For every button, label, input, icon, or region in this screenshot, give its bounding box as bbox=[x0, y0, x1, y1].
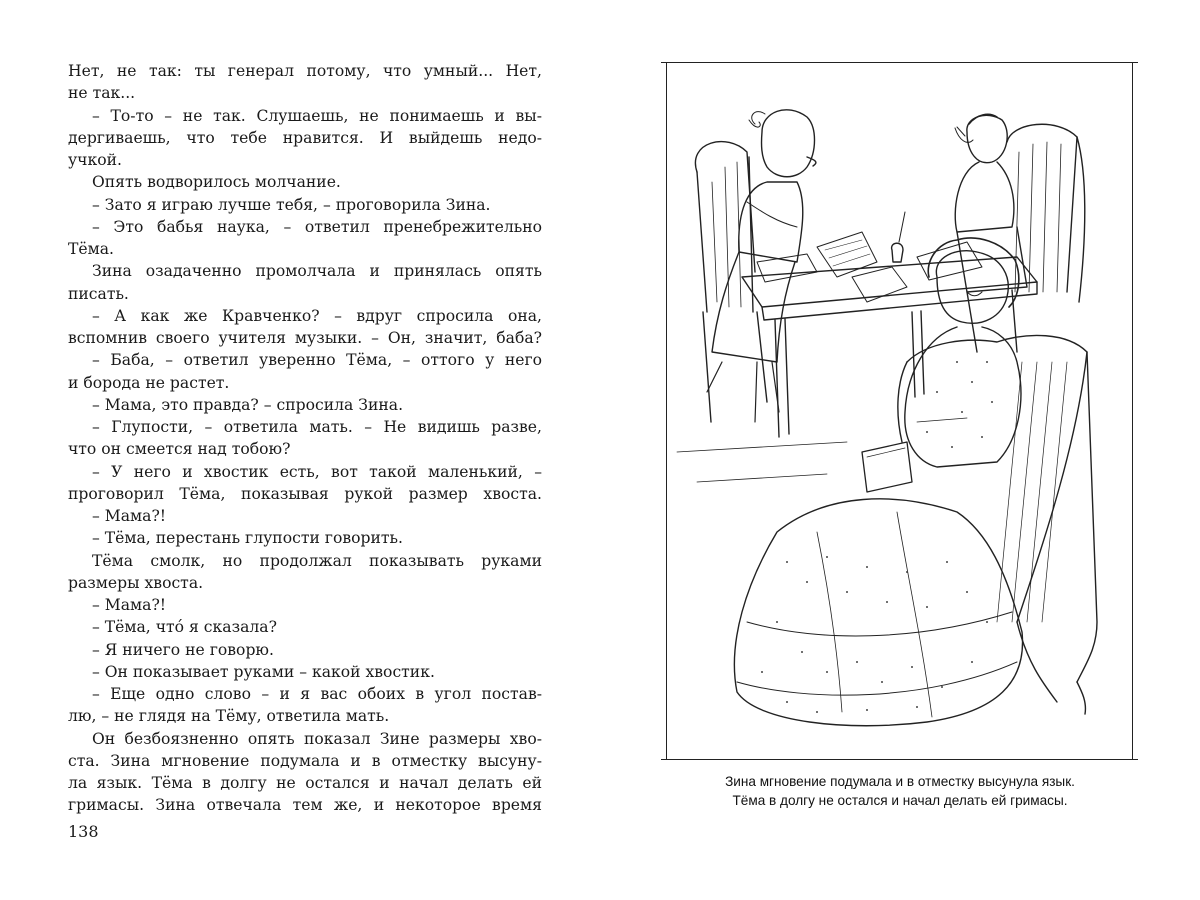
text-line: не так... bbox=[68, 84, 136, 103]
body-text bbox=[68, 60, 542, 817]
text-line: – Я ничего не говорю. bbox=[92, 640, 274, 659]
text-line: ста. Зина мгновение подумала и в отместку высуну- bbox=[68, 751, 542, 770]
illustration-caption bbox=[640, 772, 1160, 810]
text-line: – Мама?! bbox=[92, 596, 167, 614]
mother-figure bbox=[734, 238, 1022, 726]
text-line: Тёма. bbox=[68, 240, 115, 258]
caption-line-1: Зина мгновение подумала и в отместку высунула язык. bbox=[725, 774, 1075, 789]
left-page bbox=[68, 60, 542, 817]
text-line: – Это бабья наука, – ответил пренебрежительно bbox=[92, 217, 542, 236]
text-line: ла язык. Тёма в долгу не остался и начал делать ей bbox=[68, 774, 542, 792]
text-line: учкой. bbox=[68, 151, 122, 169]
text-line: гримасы. Зина отвечала тем же, и некоторое время bbox=[68, 796, 542, 815]
text-line: проговорил Тёма, показывая рукой размер хвоста. bbox=[68, 484, 542, 503]
text-line: – У него и хвостик есть, вот такой маленький, – bbox=[92, 462, 542, 481]
armchair bbox=[898, 335, 1097, 714]
text-line: Нет, не так: ты генерал потому, что умный... Нет, bbox=[68, 62, 542, 80]
text-line: Тёма смолк, но продолжал показывать руками bbox=[92, 551, 542, 570]
text-line: – Он показывает руками – какой хвостик. bbox=[92, 662, 435, 681]
caption-line-2: Тёма в долгу не остался и начал делать ей гримасы. bbox=[732, 793, 1068, 808]
text-line: – Глупости, – ответила мать. – Не видишь разве, bbox=[92, 418, 542, 436]
dress-dots bbox=[761, 361, 993, 713]
text-line: – Мама?! bbox=[92, 507, 167, 525]
text-line: – Тёма, перестань глупости говорить. bbox=[92, 529, 403, 548]
text-line: дергиваешь, что тебе нравится. И выйдешь недо- bbox=[68, 128, 542, 147]
floor-lines bbox=[677, 418, 967, 482]
page-number: 138 bbox=[68, 822, 99, 841]
text-line: Опять водворилось молчание. bbox=[92, 173, 341, 192]
illustration-frame bbox=[666, 62, 1133, 760]
illustration-drawing bbox=[667, 62, 1132, 760]
text-line: – Баба, – ответил уверенно Тёма, – оттого у него bbox=[92, 351, 542, 370]
text-line: лю, – не глядя на Тёму, ответила мать. bbox=[68, 707, 390, 726]
text-line: писать. bbox=[68, 284, 129, 303]
text-line: – Тёма, что́ я сказала? bbox=[92, 618, 277, 637]
zina-figure bbox=[707, 110, 816, 422]
text-line: что он смеется над тобою? bbox=[68, 440, 291, 459]
text-line: размеры хвоста. bbox=[68, 573, 204, 592]
text-line: – То-то – не так. Слушаешь, не понимаешь и вы- bbox=[92, 106, 542, 125]
text-line: – Еще одно слово – и я вас обоих в угол постав- bbox=[92, 685, 542, 703]
text-line: и борода не растет. bbox=[68, 373, 230, 392]
text-line: – Зато я играю лучше тебя, – проговорила Зина. bbox=[92, 195, 491, 214]
text-line: Зина озадаченно промолчала и принялась опять bbox=[92, 262, 542, 281]
text-line: – Мама, это правда? – спросила Зина. bbox=[92, 395, 404, 414]
text-line: Он безбоязненно опять показал Зине размеры хво- bbox=[92, 729, 542, 748]
text-line: – А как же Кравченко? – вдруг спросила она, bbox=[92, 306, 542, 325]
text-line: вспомнив своего учителя музыки. – Он, значит, баба? bbox=[68, 329, 542, 347]
tema-figure bbox=[955, 114, 1027, 352]
table bbox=[742, 212, 1037, 437]
